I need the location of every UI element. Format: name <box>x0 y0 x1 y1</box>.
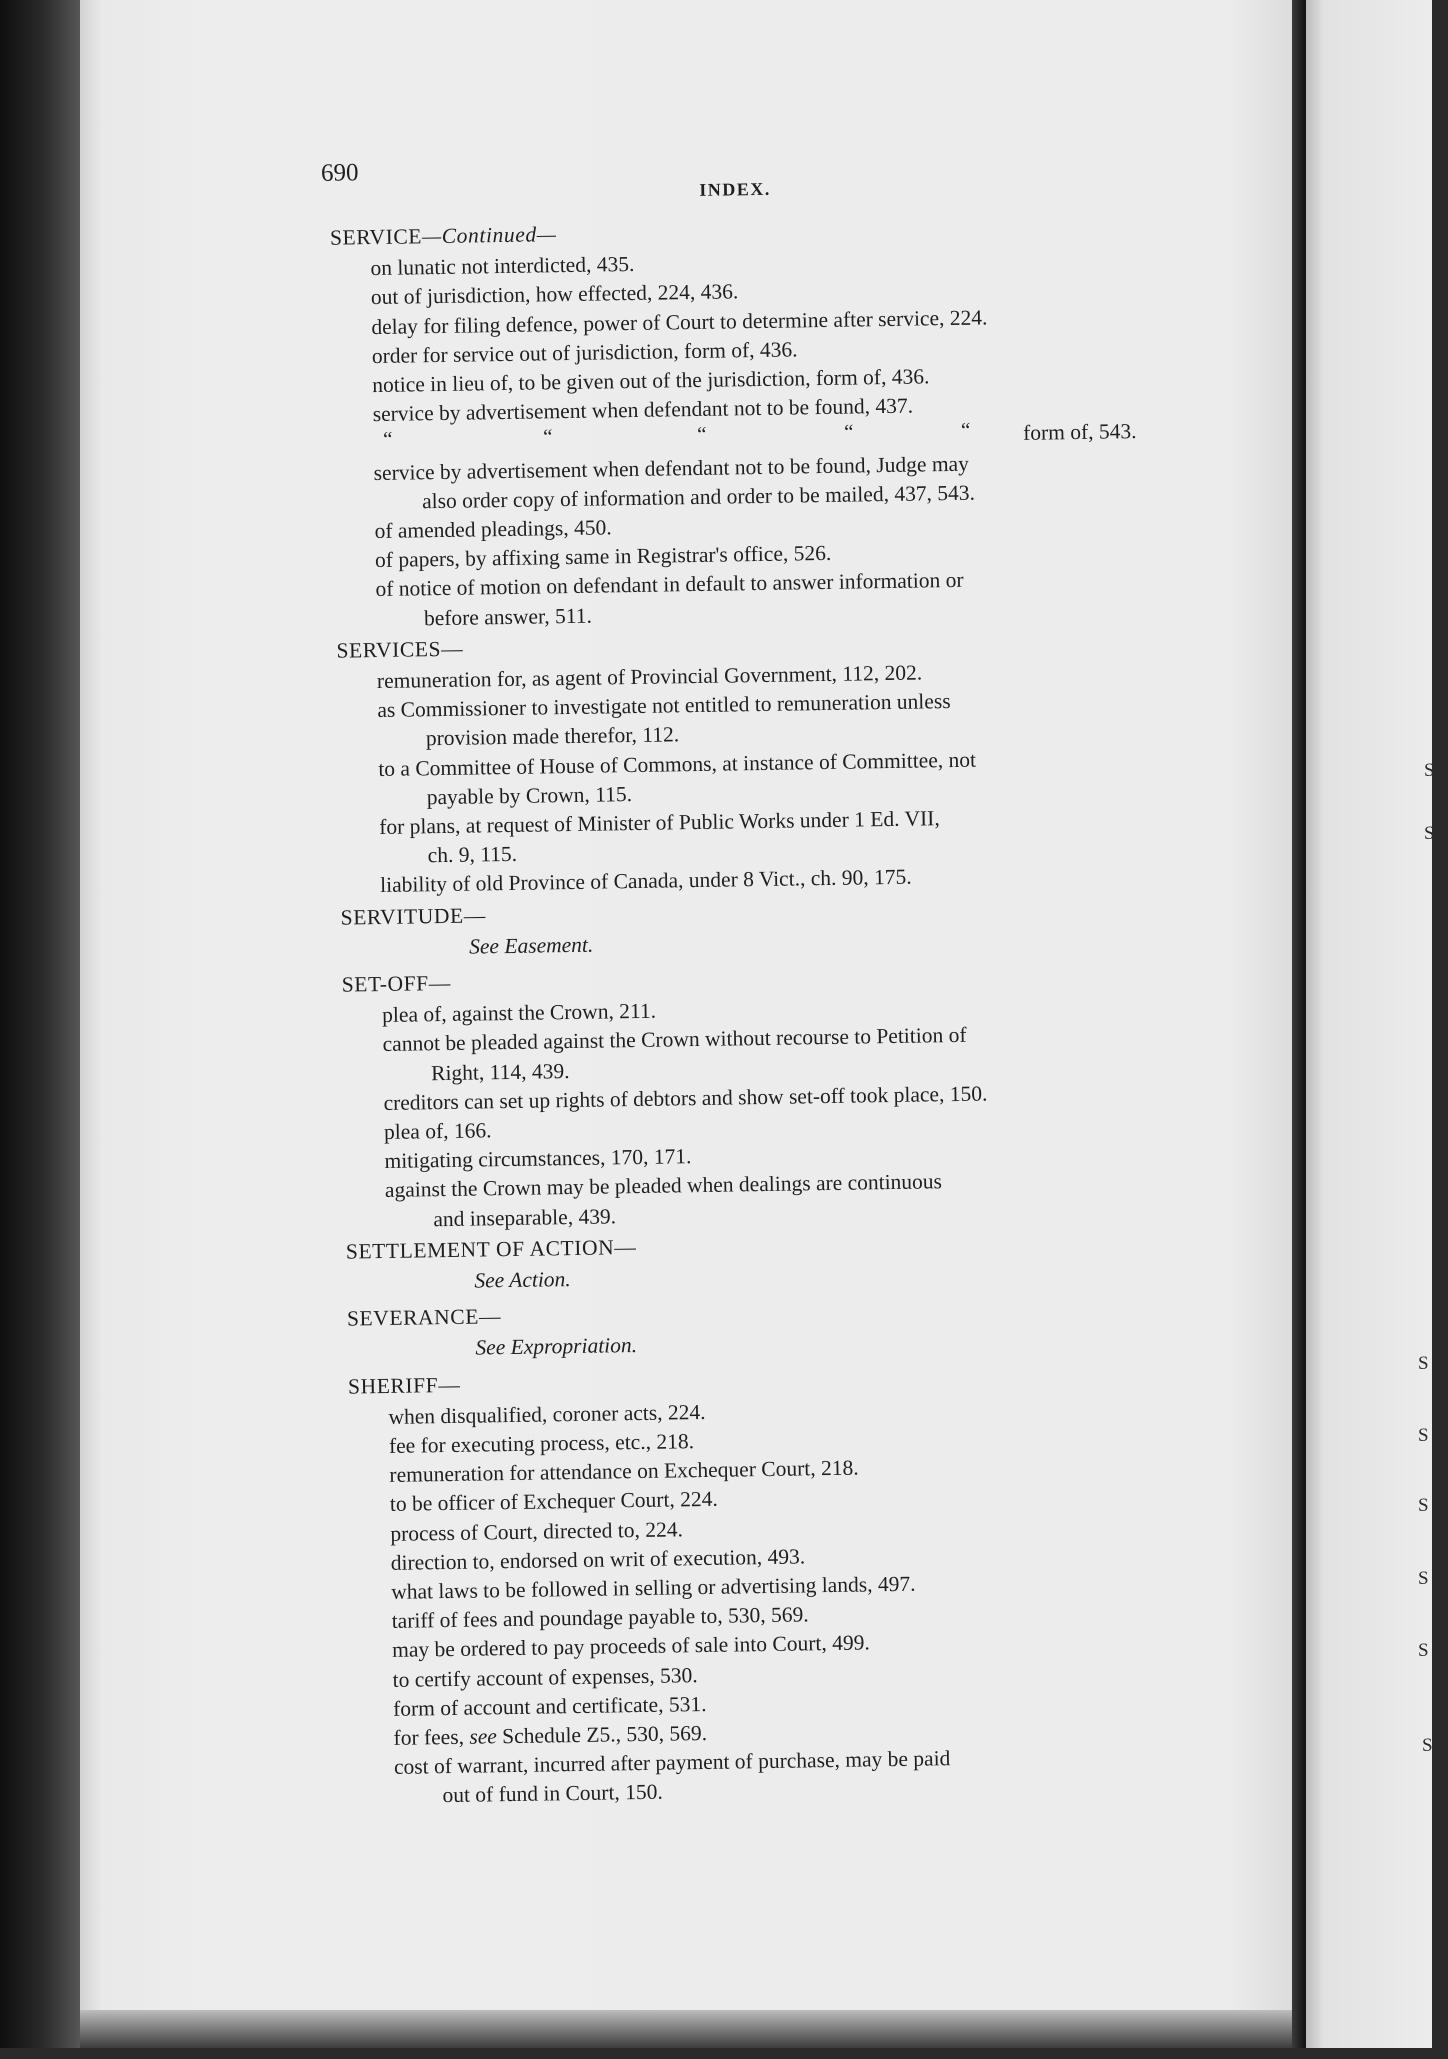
index-subentry: plea of, against the Crown, 211. <box>382 998 657 1028</box>
index-heading-continued: —Continued— <box>421 222 557 249</box>
index-subentry: liability of old Province of Canada, under 8 Vict., ch. 90, 175. <box>379 865 912 898</box>
index-subentry: service by advertisement when defendant not to be found, 437. <box>372 393 914 427</box>
index-subentry-continuation: ch. 9, 115. <box>427 842 518 868</box>
index-heading-text: SEVERANCE— <box>346 1304 502 1331</box>
page-number: 690 <box>320 159 359 187</box>
facing-page-letter: S <box>1424 760 1435 781</box>
index-subentry: of notice of motion on defendant in default to answer information or <box>375 568 964 602</box>
index-subentry: cost of warrant, incurred after payment of purchase, may be paid <box>393 1746 951 1780</box>
index-subentry: form of account and certificate, 531. <box>392 1691 707 1721</box>
see-reference <box>474 1265 571 1296</box>
subentry-rest: Schedule Z5., 530, 569. <box>496 1720 708 1749</box>
index-heading-text: SHERIFF— <box>347 1372 461 1399</box>
facing-page-letter: S <box>1418 1353 1429 1374</box>
see-reference-text: See Easement. <box>468 932 594 959</box>
see-reference-text: See Expropriation. <box>475 1333 638 1360</box>
index-heading <box>330 220 557 253</box>
index-heading <box>347 1302 502 1333</box>
index-subentry: may be ordered to pay proceeds of sale into Court, 499. <box>391 1630 870 1663</box>
facing-page-letter: S <box>1424 823 1435 844</box>
index-subentry: mitigating circumstances, 170, 171. <box>384 1144 692 1174</box>
index-subentry: delay for filing defence, power of Court to determine after service, 224. <box>371 304 988 339</box>
index-subentry: form of, 543. <box>1022 419 1137 446</box>
subentry-prefix: for fees, <box>393 1724 470 1750</box>
index-subentry-continuation: payable by Crown, 115. <box>426 781 633 810</box>
index-subentry: to certify account of expenses, 530. <box>392 1662 698 1692</box>
index-subentry: remuneration for, as agent of Provincial Government, 112, 202. <box>376 660 923 694</box>
see-reference <box>469 930 594 961</box>
index-heading-text: SETTLEMENT OF ACTION— <box>345 1234 637 1264</box>
index-heading-text: SERVICES— <box>336 636 464 663</box>
index-heading <box>346 1233 637 1267</box>
see-reference <box>475 1331 637 1363</box>
index-subentry: service by advertisement when defendant not to be found, Judge may <box>373 451 970 485</box>
index-subentry: as Commissioner to investigate not entitled to remuneration unless <box>377 689 951 723</box>
ditto-mark: “ <box>382 427 393 452</box>
index-subentry: out of jurisdiction, how effected, 224, 436. <box>370 279 739 310</box>
ditto-mark: “ <box>696 422 707 447</box>
index-subentry-continuation: provision made therefor, 112. <box>425 722 680 751</box>
index-subentry: remuneration for attendance on Exchequer Court, 218. <box>389 1455 859 1488</box>
index-subentry-continuation: out of fund in Court, 150. <box>442 1780 664 1808</box>
index-heading <box>348 1370 461 1401</box>
index-subentry: process of Court, directed to, 224. <box>390 1516 684 1546</box>
index-subentry <box>393 1719 707 1753</box>
see-word: see <box>469 1724 497 1749</box>
facing-page-letter: ST <box>1422 1735 1445 1756</box>
facing-page-letter: S <box>1418 1425 1429 1446</box>
index-subentry-continuation: also order copy of information and order to be mailed, 437, 543. <box>421 480 976 514</box>
index-heading <box>340 901 486 932</box>
index-subentry: of papers, by affixing same in Registrar's office, 526. <box>374 541 832 573</box>
facing-page-letter: S <box>1418 1640 1429 1661</box>
index-subentry: to be officer of Exchequer Court, 224. <box>389 1487 719 1517</box>
running-head: INDEX. <box>699 178 771 200</box>
ditto-mark: “ <box>542 424 553 449</box>
index-subentry: for plans, at request of Minister of Public Works under 1 Ed. VII, <box>379 806 940 840</box>
index-subentry: to a Committee of House of Commons, at instance of Committee, not <box>378 747 977 781</box>
see-reference-text: See Action. <box>474 1267 571 1293</box>
ditto-mark: “ <box>843 419 854 445</box>
index-subentry: direction to, endorsed on writ of execution, 493. <box>390 1544 806 1575</box>
index-heading-text: SET-OFF— <box>341 970 452 997</box>
index-heading-text: SERVICE <box>329 224 423 250</box>
index-heading-text: SERVITUDE— <box>340 902 487 930</box>
index-heading <box>341 969 451 1000</box>
index-subentry-continuation: and inseparable, 439. <box>433 1203 617 1231</box>
index-subentry: against the Crown may be pleaded when dealings are continuous <box>384 1169 943 1203</box>
index-subentry: on lunatic not interdicted, 435. <box>370 252 635 281</box>
facing-page-letter: S <box>1418 1568 1429 1589</box>
index-subentry: creditors can set up rights of debtors and show set-off took place, 150. <box>383 1081 988 1115</box>
index-subentry: notice in lieu of, to be given out of the jurisdiction, form of, 436. <box>372 364 930 398</box>
index-subentry-continuation: before answer, 511. <box>423 603 593 630</box>
index-subentry: of amended pleadings, 450. <box>374 515 612 544</box>
index-heading <box>336 634 463 665</box>
index-subentry: cannot be pleaded against the Crown without recourse to Petition of <box>382 1023 967 1057</box>
index-subentry: tariff of fees and poundage payable to, 530, 569. <box>391 1602 809 1634</box>
index-subentry: plea of, 166. <box>383 1118 492 1144</box>
index-subentry: order for service out of jurisdiction, form of, 436. <box>371 337 798 368</box>
index-subentry-continuation: Right, 114, 439. <box>430 1058 570 1085</box>
index-subentry: when disqualified, coroner acts, 224. <box>388 1399 706 1429</box>
ditto-mark: “ <box>960 418 971 443</box>
index-subentry: fee for executing process, etc., 218. <box>388 1429 695 1458</box>
index-subentry: what laws to be followed in selling or advertising lands, 497. <box>391 1571 916 1604</box>
facing-page-letter: S <box>1418 1495 1429 1516</box>
